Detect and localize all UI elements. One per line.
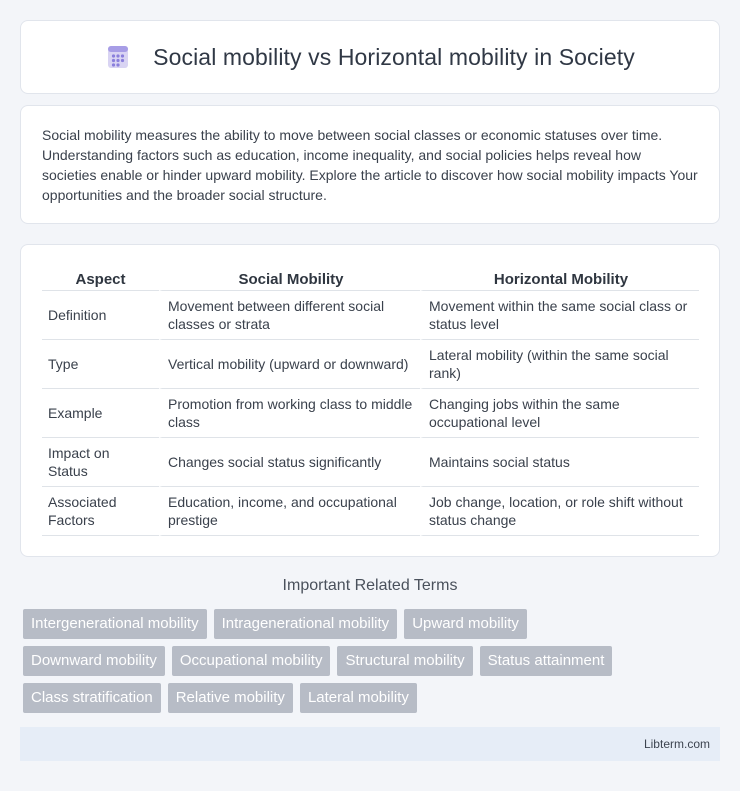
related-terms-tags: [23, 609, 713, 720]
table-header-row: [42, 266, 699, 291]
table-cell: Lateral mobility (within the same social rank): [420, 340, 699, 389]
table-row: [42, 438, 699, 487]
intro-paragraph: Social mobility measures the ability to move between social classes or economic statuses over time. Understanding factors such as education, income inequality, and social policies helps reveal how societies enable or hinder upward mobility. Explore the article to discover how social mobility impacts Your opportunities and the broader social structure.: [42, 127, 698, 203]
table-cell: Associated Factors: [42, 487, 159, 536]
table-cell: Example: [42, 389, 159, 438]
column-header-social-mobility: Social Mobility: [159, 266, 420, 291]
tag-row: [23, 646, 713, 676]
tag-class-stratification[interactable]: Class stratification: [23, 683, 161, 713]
tag-row: [23, 609, 713, 639]
table-row: [42, 389, 699, 438]
intro-card: [20, 105, 720, 224]
page-title: Social mobility vs Horizontal mobility in Society: [153, 43, 635, 70]
table-cell: Vertical mobility (upward or downward): [159, 340, 420, 389]
table-cell: Definition: [42, 291, 159, 340]
footer: [20, 727, 720, 761]
comparison-table: [42, 266, 699, 536]
tag-relative-mobility[interactable]: Relative mobility: [168, 683, 293, 713]
tag-row: [23, 683, 713, 713]
table-row: [42, 291, 699, 340]
comparison-table-card: [20, 244, 720, 557]
table-cell: Type: [42, 340, 159, 389]
column-header-horizontal-mobility: Horizontal Mobility: [420, 266, 699, 291]
table-cell: Job change, location, or role shift without status change: [420, 487, 699, 536]
table-cell: Promotion from working class to middle class: [159, 389, 420, 438]
tag-lateral-mobility[interactable]: Lateral mobility: [300, 683, 417, 713]
document-grid-icon: [105, 44, 131, 70]
tag-intragenerational-mobility[interactable]: Intragenerational mobility: [214, 609, 398, 639]
title-card: [20, 20, 720, 94]
table-cell: Education, income, and occupational prestige: [159, 487, 420, 536]
tag-downward-mobility[interactable]: Downward mobility: [23, 646, 165, 676]
table-cell: Changing jobs within the same occupational level: [420, 389, 699, 438]
table-row: [42, 340, 699, 389]
tag-upward-mobility[interactable]: Upward mobility: [404, 609, 527, 639]
tag-occupational-mobility[interactable]: Occupational mobility: [172, 646, 331, 676]
tag-structural-mobility[interactable]: Structural mobility: [337, 646, 472, 676]
table-cell: Movement between different social classes or strata: [159, 291, 420, 340]
tag-intergenerational-mobility[interactable]: Intergenerational mobility: [23, 609, 207, 639]
table-cell: Changes social status significantly: [159, 438, 420, 487]
table-cell: Maintains social status: [420, 438, 699, 487]
tag-status-attainment[interactable]: Status attainment: [480, 646, 613, 676]
related-terms-heading: Important Related Terms: [282, 577, 458, 594]
table-cell: Impact on Status: [42, 438, 159, 487]
column-header-aspect: Aspect: [42, 266, 159, 291]
footer-brand-link[interactable]: Libterm.com: [643, 737, 710, 751]
table-row: [42, 487, 699, 536]
table-cell: Movement within the same social class or status level: [420, 291, 699, 340]
